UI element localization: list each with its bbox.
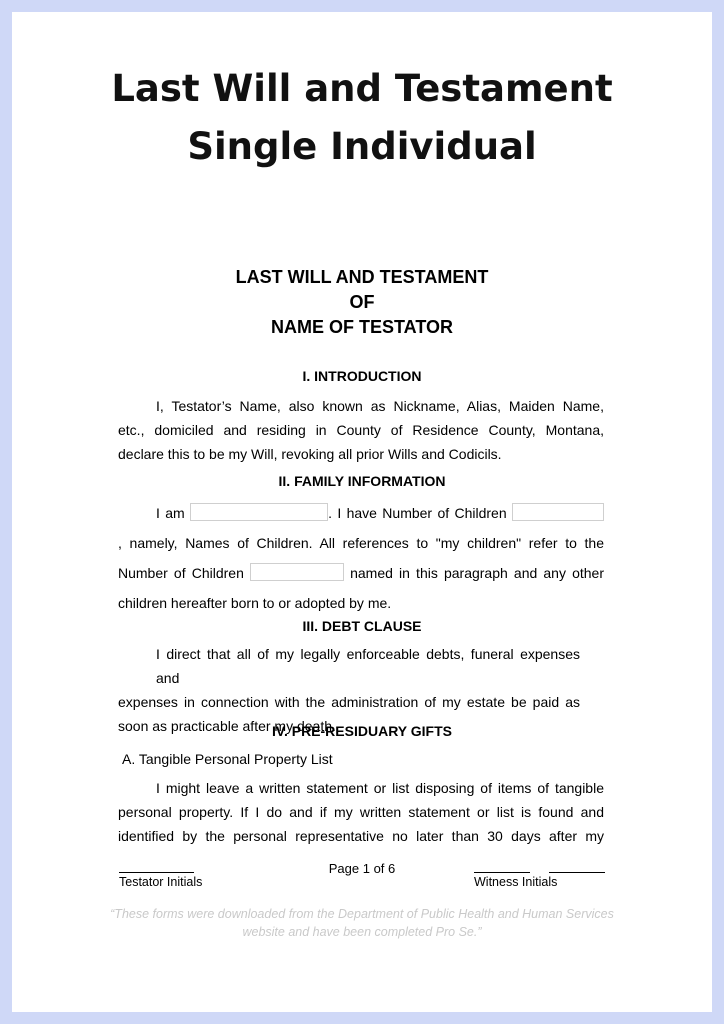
family-line-3 bbox=[118, 558, 604, 588]
family-line-4: children hereafter born to or adopted by me. bbox=[118, 595, 392, 611]
section-title-gifts: IV. PRE-RESIDUARY GIFTS bbox=[272, 723, 452, 739]
banner-title bbox=[12, 60, 712, 176]
debt-line-1: I direct that all of my legally enforceable debts, funeral expenses and bbox=[156, 646, 580, 686]
testator-initials-label: Testator Initials bbox=[119, 875, 203, 889]
testator-initials-line[interactable] bbox=[119, 872, 194, 873]
gifts-line-1: I might leave a written statement or list disposing of items of tangible bbox=[156, 780, 604, 796]
witness-initials-line-2[interactable] bbox=[549, 872, 605, 873]
gifts-paragraph bbox=[118, 776, 604, 848]
intro-line-3: declare this to be my Will, revoking all prior Wills and Codicils. bbox=[118, 446, 502, 462]
debt-line-2: expenses in connection with the administration of my estate be paid as bbox=[118, 694, 580, 710]
family-paragraph bbox=[118, 498, 604, 618]
section-title-introduction: I. INTRODUCTION bbox=[302, 368, 422, 384]
gifts-line-2: personal property. If I do and if my written statement or list is found and bbox=[118, 804, 604, 820]
gifts-line-3: identified by the personal representative no later than 30 days after my bbox=[118, 828, 604, 844]
family-line-3-text-a: Number of Children bbox=[118, 565, 244, 581]
family-line-2: , namely, Names of Children. All references to "my children" refer to the bbox=[118, 535, 604, 551]
number-of-children-field[interactable] bbox=[512, 503, 604, 521]
page-number: Page 1 of 6 bbox=[328, 861, 396, 876]
witness-initials-line-1[interactable] bbox=[474, 872, 530, 873]
children-count-field[interactable] bbox=[250, 563, 344, 581]
document-heading bbox=[12, 265, 712, 340]
gifts-subheading: A. Tangible Personal Property List bbox=[122, 751, 333, 767]
family-line-1-text-b: . I have Number of Children bbox=[328, 505, 507, 521]
family-line-3-text-b: named in this paragraph and any other bbox=[350, 565, 605, 581]
document-page bbox=[12, 12, 712, 1012]
banner-title-line-2: Single Individual bbox=[187, 125, 537, 168]
intro-paragraph bbox=[118, 394, 604, 466]
family-line-1 bbox=[118, 498, 604, 528]
intro-line-2: etc., domiciled and residing in County of Residence County, Montana, bbox=[118, 422, 604, 438]
heading-line-3: NAME OF TESTATOR bbox=[271, 317, 453, 337]
intro-line-1: I, Testator’s Name, also known as Nickname, Alias, Maiden Name, bbox=[156, 398, 604, 414]
section-title-debt: III. DEBT CLAUSE bbox=[302, 618, 422, 634]
heading-line-1: LAST WILL AND TESTAMENT bbox=[235, 267, 489, 287]
section-title-family: II. FAMILY INFORMATION bbox=[278, 473, 446, 489]
disclaimer-note: “These forms were downloaded from the Department of Public Health and Human Services website and have been completed Pro Se.” bbox=[110, 907, 614, 939]
heading-line-2: OF bbox=[349, 292, 375, 312]
banner-title-line-1: Last Will and Testament bbox=[111, 67, 613, 110]
debt-line-3: soon as practicable after my death. bbox=[118, 718, 336, 734]
marital-status-field[interactable] bbox=[190, 503, 328, 521]
witness-initials-label: Witness Initials bbox=[474, 875, 558, 889]
family-line-1-text-a: I am bbox=[156, 505, 185, 521]
